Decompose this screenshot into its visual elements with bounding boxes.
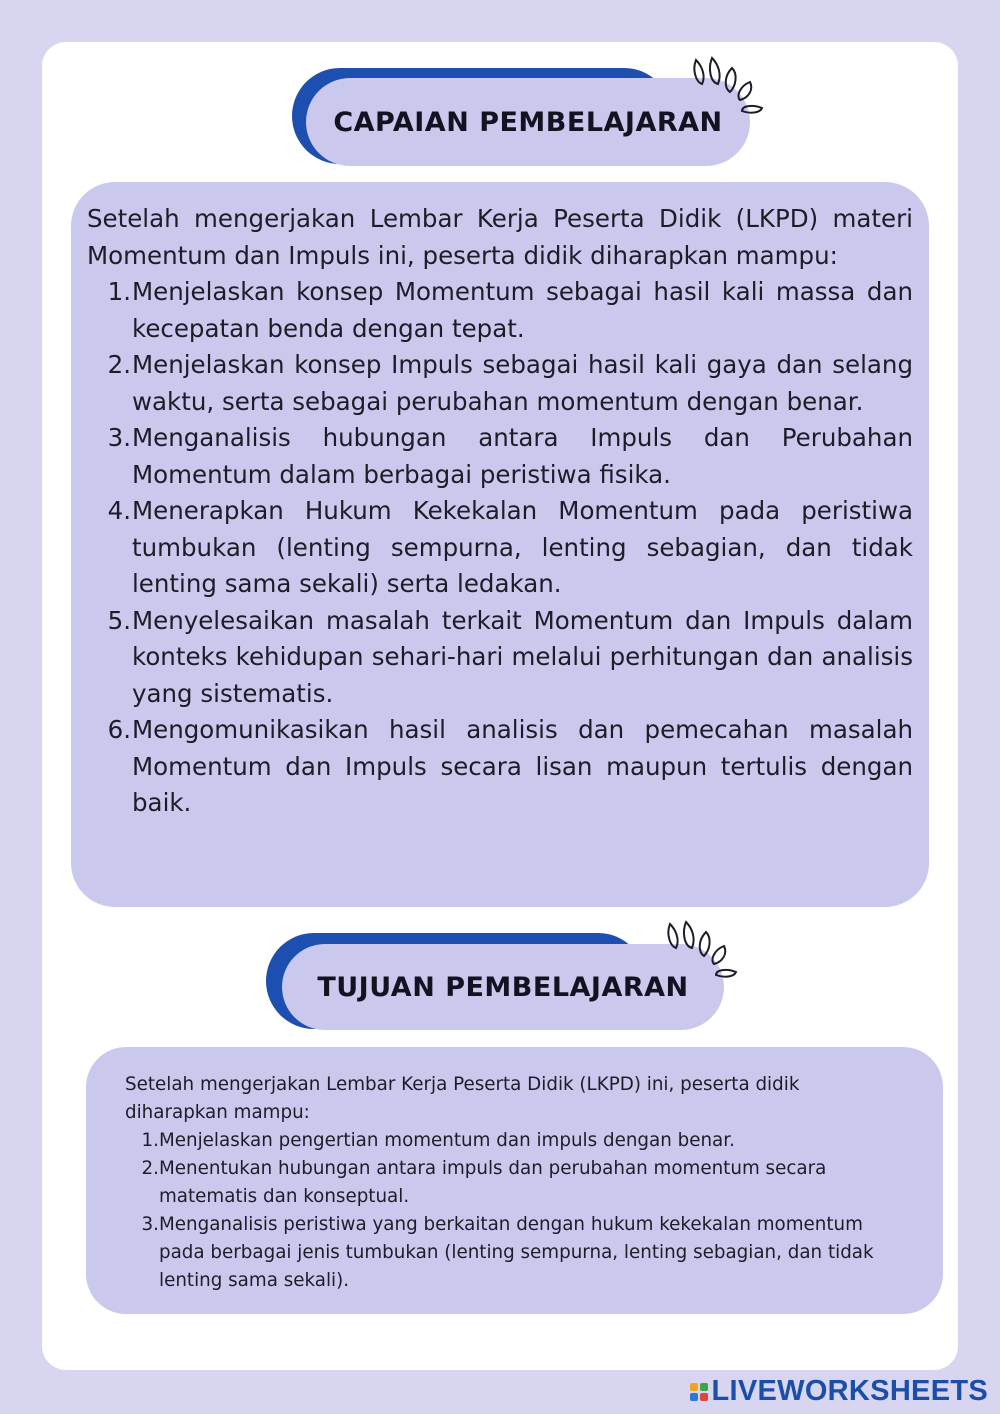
section1-panel — [71, 182, 929, 907]
section2-title: TUJUAN PEMBELAJARAN — [317, 971, 689, 1003]
section2-panel — [86, 1047, 943, 1314]
list-item: 5. Menyelesaikan masalah terkait Momentum dan Impuls dalam konteks kehidupan sehari-hari melalui perhitungan dan analisis yang sistematis. — [107, 605, 913, 708]
section2-intro: Setelah mengerjakan Lembar Kerja Peserta Didik (LKPD) ini, peserta didik diharapkan mampu: — [125, 1074, 800, 1123]
brand-mark-icon — [690, 1383, 708, 1401]
section1-list — [87, 274, 913, 822]
liveworksheets-logo[interactable] — [690, 1375, 989, 1408]
list-item: 2. Menentukan hubungan antara impuls dan perubahan momentum secara matematis dan konseptual. — [141, 1158, 827, 1207]
list-item: 2. Menjelaskan konsep Impuls sebagai hasil kali gaya dan selang waktu, serta sebagai perubahan momentum dengan benar. — [107, 350, 913, 416]
sparkle-icon — [662, 920, 742, 982]
list-item: 1. Menjelaskan pengertian momentum dan impuls dengan benar. — [141, 1130, 735, 1151]
list-item: 3. Menganalisis peristiwa yang berkaitan dengan hukum kekekalan momentum pada berbagai jenis tumbukan (lenting sempurna, lenting sebagian, dan tidak lenting sama sekali). — [141, 1214, 874, 1291]
section1-intro: Setelah mengerjakan Lembar Kerja Peserta Didik (LKPD) materi Momentum dan Impuls ini, peserta didik diharapkan mampu: — [87, 204, 913, 270]
list-item: 4. Menerapkan Hukum Kekekalan Momentum pada peristiwa tumbukan (lenting sempurna, lenting sebagian, dan tidak lenting sama sekali) serta ledakan. — [107, 496, 913, 598]
list-item: 3. Menganalisis hubungan antara Impuls dan Perubahan Momentum dalam berbagai peristiwa fisika. — [107, 423, 913, 489]
section1-title: CAPAIAN PEMBELAJARAN — [333, 106, 723, 138]
section2-list — [125, 1127, 907, 1295]
list-item: 6. Mengomunikasikan hasil analisis dan pemecahan masalah Momentum dan Impuls secara lisan maupun tertulis dengan baik. — [107, 715, 913, 817]
sparkle-icon — [688, 56, 768, 118]
brand-name: LIVEWORKSHEETS — [711, 1375, 988, 1407]
list-item: 1. Menjelaskan konsep Momentum sebagai hasil kali massa dan kecepatan benda dengan tepat. — [107, 277, 913, 343]
